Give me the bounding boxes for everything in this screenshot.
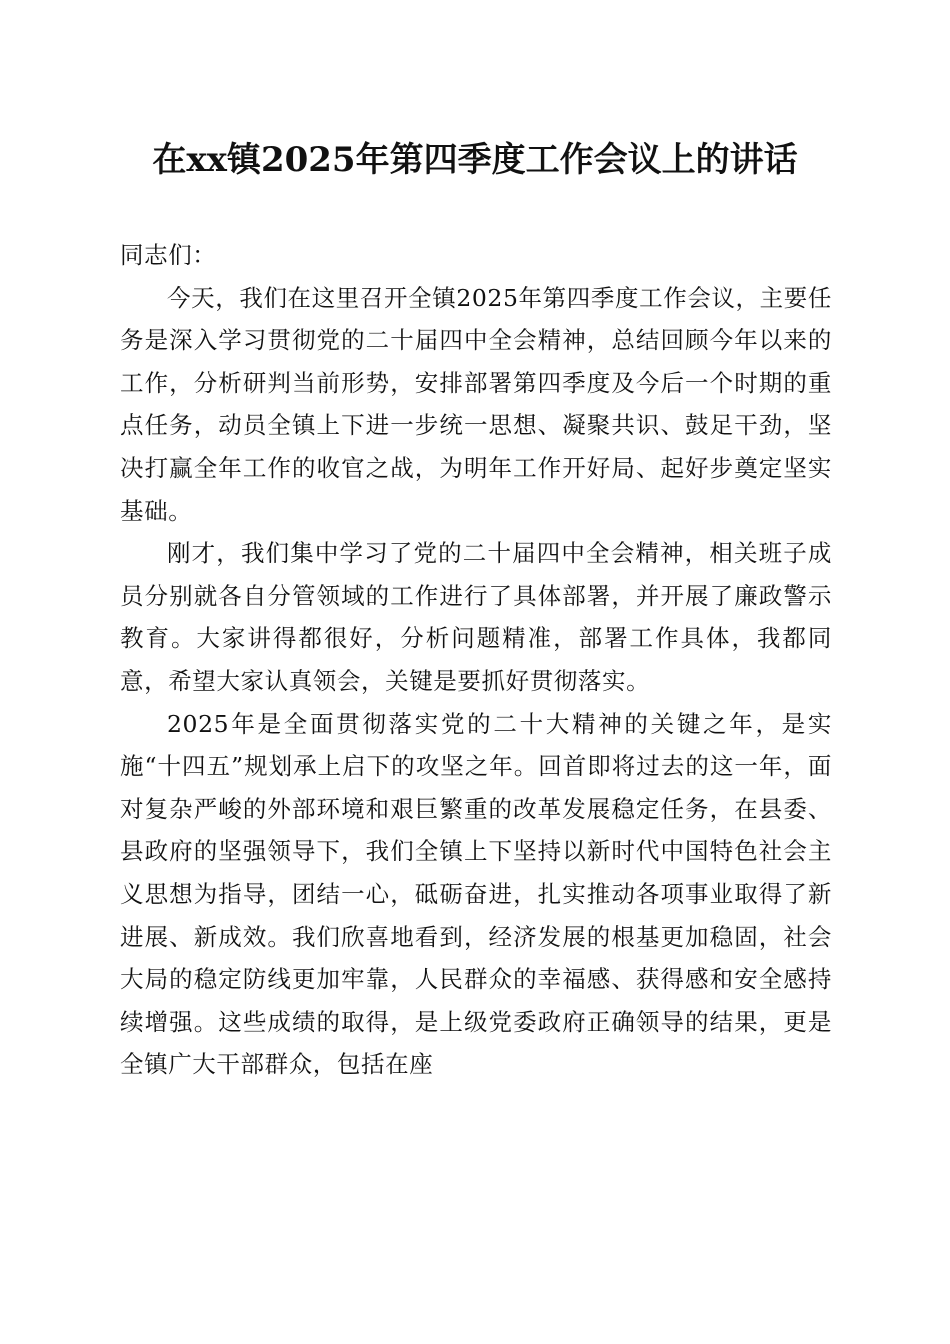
paragraph-study-summary: 刚才，我们集中学习了党的二十届四中全会精神，相关班子成员分别就各自分管领域的工作进行了具体部署，并开展了廉政警示教育。大家讲得都很好，分析问题精准，部署工作具体，我都同意，希望大家认真领会，关键是要抓好贯彻落实。 [120,539,832,695]
salutation: 同志们： [120,241,217,269]
document-title: 在xx镇2025年第四季度工作会议上的讲话 [152,140,798,180]
paragraph-opening: 今天，我们在这里召开全镇2025年第四季度工作会议，主要任务是深入学习贯彻党的二十届四中全会精神，总结回顾今年以来的工作，分析研判当前形势，安排部署第四季度及今后一个时期的重点任务，动员全镇上下进一步统一思想、凝聚共识、鼓足干劲，坚决打赢全年工作的收官之战，为明年工作开好局、起好步奠定坚实基础。 [120,283,832,525]
document-body [120,234,832,1086]
paragraph-year-review: 2025年是全面贯彻落实党的二十大精神的关键之年，是实施“十四五”规划承上启下的攻坚之年。回首即将过去的这一年，面对复杂严峻的外部环境和艰巨繁重的改革发展稳定任务，在县委、县政府的坚强领导下，我们全镇上下坚持以新时代中国特色社会主义思想为指导，团结一心，砥砺奋进，扎实推动各项事业取得了新进展、新成效。我们欣喜地看到，经济发展的根基更加稳固，社会大局的稳定防线更加牢靠，人民群众的幸福感、获得感和安全感持续增强。这些成绩的取得，是上级党委政府正确领导的结果，更是全镇广大干部群众，包括在座 [120,709,832,1079]
